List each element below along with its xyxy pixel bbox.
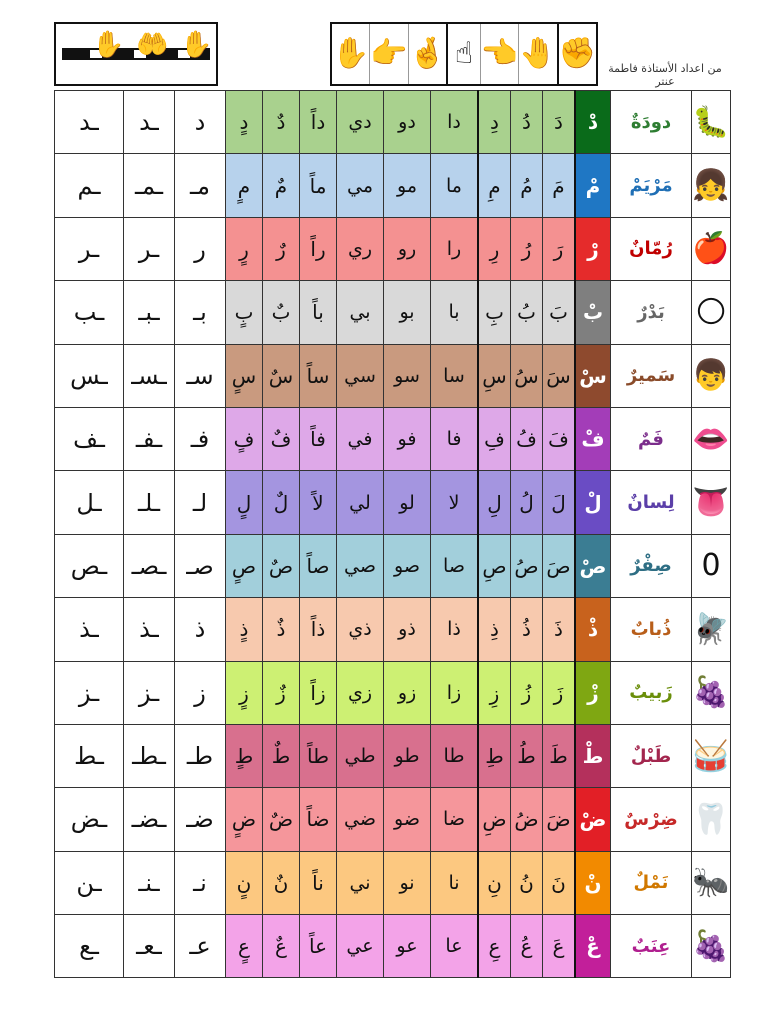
letter-sukun: طْ (575, 724, 611, 787)
example-word: صِفْرٌ (611, 534, 692, 597)
letter-position-strip (62, 30, 213, 60)
tanwin-fatha: عاً (300, 915, 337, 978)
example-word: مَرْيَمْ (611, 154, 692, 217)
final-form: ـض (55, 788, 124, 851)
letter-row (55, 471, 731, 534)
final-form: ـر (55, 217, 124, 280)
long-vowel-alif: لا (431, 471, 479, 534)
long-vowel-alif: نا (431, 851, 479, 914)
long-vowel-alif: سا (431, 344, 479, 407)
hand-sign-icon: 👉 (369, 24, 407, 84)
letter-row (55, 344, 731, 407)
initial-form: ز (175, 661, 226, 724)
word-picture-icon: 0 (692, 534, 731, 597)
word-picture-icon: 🍇 (692, 915, 731, 978)
long-vowel-waw: ضو (384, 788, 431, 851)
tanwin-kasra: طٍ (226, 724, 263, 787)
short-damma: نُ (511, 851, 543, 914)
medial-form: ـد (124, 91, 175, 154)
tanwin-kasra: ضٍ (226, 788, 263, 851)
tanwin-fatha: ساً (300, 344, 337, 407)
tanwin-fatha: ذاً (300, 598, 337, 661)
long-vowel-ya: لي (337, 471, 384, 534)
tanwin-kasra: سٍ (226, 344, 263, 407)
short-fatha: نَ (543, 851, 576, 914)
medial-form: ـز (124, 661, 175, 724)
short-kasra: سِ (478, 344, 511, 407)
tanwin-kasra: ذٍ (226, 598, 263, 661)
tanwin-damma: ذٌ (263, 598, 300, 661)
word-picture-icon: 🍇 (692, 661, 731, 724)
example-word: فَمٌ (611, 407, 692, 470)
initial-form: ذ (175, 598, 226, 661)
initial-form: سـ (175, 344, 226, 407)
letter-row (55, 91, 731, 154)
short-damma: ذُ (511, 598, 543, 661)
letter-sukun: فْ (575, 407, 611, 470)
initial-form: طـ (175, 724, 226, 787)
example-word: سَميرٌ (611, 344, 692, 407)
short-damma: عُ (511, 915, 543, 978)
long-vowel-alif: ذا (431, 598, 479, 661)
short-damma: بُ (511, 281, 543, 344)
author-credit: من اعداد الأستاذة فاطمة عنتر (608, 62, 722, 88)
letters-table (54, 90, 731, 978)
tanwin-damma: صٌ (263, 534, 300, 597)
hand-sign-icon: ☝ (446, 24, 480, 84)
medial-form: ـمـ (124, 154, 175, 217)
letter-row (55, 724, 731, 787)
short-fatha: ضَ (543, 788, 576, 851)
long-vowel-alif: عا (431, 915, 479, 978)
letter-row (55, 851, 731, 914)
medial-form: ـر (124, 217, 175, 280)
short-kasra: زِ (478, 661, 511, 724)
tanwin-fatha: صاً (300, 534, 337, 597)
word-picture-icon: 🪰 (692, 598, 731, 661)
letter-sukun: نْ (575, 851, 611, 914)
example-word: ضِرْسٌ (611, 788, 692, 851)
final-form: ـم (55, 154, 124, 217)
tanwin-fatha: راً (300, 217, 337, 280)
tanwin-kasra: مٍ (226, 154, 263, 217)
initial-form: عـ (175, 915, 226, 978)
medial-form: ـصـ (124, 534, 175, 597)
short-damma: رُ (511, 217, 543, 280)
letter-sukun: زْ (575, 661, 611, 724)
hand-sign-icon: 🤲 (136, 30, 169, 60)
final-form: ـص (55, 534, 124, 597)
initial-form: فـ (175, 407, 226, 470)
initial-form: صـ (175, 534, 226, 597)
word-picture-icon: 👦 (692, 344, 731, 407)
long-vowel-ya: في (337, 407, 384, 470)
hand-sign-icon: ✋ (180, 30, 213, 60)
long-vowel-ya: ذي (337, 598, 384, 661)
tanwin-fatha: داً (300, 91, 337, 154)
fist-icon: ✊ (557, 24, 596, 84)
short-damma: طُ (511, 724, 543, 787)
long-vowel-ya: مي (337, 154, 384, 217)
example-word: بَدْرٌ (611, 281, 692, 344)
final-form: ـل (55, 471, 124, 534)
example-word: رُمّانٌ (611, 217, 692, 280)
short-kasra: بِ (478, 281, 511, 344)
tanwin-fatha: ماً (300, 154, 337, 217)
final-form: ـذ (55, 598, 124, 661)
tanwin-kasra: رٍ (226, 217, 263, 280)
tanwin-fatha: لاً (300, 471, 337, 534)
tanwin-kasra: لٍ (226, 471, 263, 534)
sign-legend-right (330, 22, 598, 86)
initial-form: ضـ (175, 788, 226, 851)
long-vowel-alif: طا (431, 724, 479, 787)
short-fatha: سَ (543, 344, 576, 407)
medial-form: ـسـ (124, 344, 175, 407)
long-vowel-alif: با (431, 281, 479, 344)
medial-form: ـبـ (124, 281, 175, 344)
hand-sign-icon: 🤞 (408, 24, 446, 84)
initial-form: ر (175, 217, 226, 280)
long-vowel-ya: عي (337, 915, 384, 978)
short-fatha: دَ (543, 91, 576, 154)
example-word: ذُبابٌ (611, 598, 692, 661)
short-fatha: عَ (543, 915, 576, 978)
long-vowel-alif: صا (431, 534, 479, 597)
letter-row (55, 154, 731, 217)
initial-form: مـ (175, 154, 226, 217)
final-form: ـن (55, 851, 124, 914)
letter-row (55, 915, 731, 978)
letter-row (55, 217, 731, 280)
tanwin-damma: نٌ (263, 851, 300, 914)
tanwin-damma: مٌ (263, 154, 300, 217)
long-vowel-waw: بو (384, 281, 431, 344)
word-picture-icon: 🐛 (692, 91, 731, 154)
medial-form: ـضـ (124, 788, 175, 851)
long-vowel-waw: رو (384, 217, 431, 280)
tanwin-damma: دٌ (263, 91, 300, 154)
short-fatha: بَ (543, 281, 576, 344)
tanwin-damma: لٌ (263, 471, 300, 534)
hand-sign-icon: ✋ (92, 30, 125, 60)
hand-sign-icon: 🤚 (518, 24, 556, 84)
final-form: ـز (55, 661, 124, 724)
long-vowel-ya: طي (337, 724, 384, 787)
long-vowel-ya: صي (337, 534, 384, 597)
letter-sukun: دْ (575, 91, 611, 154)
long-vowel-ya: ضي (337, 788, 384, 851)
hand-sign-icon: ✋ (332, 36, 370, 71)
tanwin-damma: ضٌ (263, 788, 300, 851)
long-vowel-alif: را (431, 217, 479, 280)
final-form: ـس (55, 344, 124, 407)
example-word: عِنَبٌ (611, 915, 692, 978)
tanwin-kasra: عٍ (226, 915, 263, 978)
long-vowel-waw: دو (384, 91, 431, 154)
long-vowel-alif: فا (431, 407, 479, 470)
short-fatha: صَ (543, 534, 576, 597)
letter-sukun: رْ (575, 217, 611, 280)
short-fatha: لَ (543, 471, 576, 534)
short-damma: سُ (511, 344, 543, 407)
short-damma: ضُ (511, 788, 543, 851)
short-damma: مُ (511, 154, 543, 217)
example-word: زَبيبٌ (611, 661, 692, 724)
word-picture-icon: 👅 (692, 471, 731, 534)
short-kasra: عِ (478, 915, 511, 978)
tanwin-kasra: زٍ (226, 661, 263, 724)
letter-sukun: سْ (575, 344, 611, 407)
letter-sukun: صْ (575, 534, 611, 597)
long-vowel-waw: سو (384, 344, 431, 407)
short-kasra: دِ (478, 91, 511, 154)
long-vowel-waw: زو (384, 661, 431, 724)
long-vowel-ya: دي (337, 91, 384, 154)
tanwin-kasra: صٍ (226, 534, 263, 597)
short-kasra: لِ (478, 471, 511, 534)
short-fatha: رَ (543, 217, 576, 280)
sign-legend-left (54, 22, 218, 86)
long-vowel-ya: ني (337, 851, 384, 914)
short-fatha: طَ (543, 724, 576, 787)
example-word: طَبْلٌ (611, 724, 692, 787)
initial-form: لـ (175, 471, 226, 534)
long-vowel-waw: طو (384, 724, 431, 787)
long-vowel-alif: ما (431, 154, 479, 217)
tanwin-fatha: باً (300, 281, 337, 344)
short-kasra: ضِ (478, 788, 511, 851)
long-vowel-alif: زا (431, 661, 479, 724)
short-fatha: زَ (543, 661, 576, 724)
tanwin-fatha: ناً (300, 851, 337, 914)
medial-form: ـفـ (124, 407, 175, 470)
tanwin-damma: بٌ (263, 281, 300, 344)
hand-sign-icon: 👈 (480, 24, 518, 84)
long-vowel-ya: بي (337, 281, 384, 344)
final-form: ـف (55, 407, 124, 470)
long-vowel-ya: زي (337, 661, 384, 724)
letter-row (55, 407, 731, 470)
tanwin-damma: سٌ (263, 344, 300, 407)
short-damma: صُ (511, 534, 543, 597)
word-picture-icon: 🐜 (692, 851, 731, 914)
letter-row (55, 534, 731, 597)
letter-sukun: لْ (575, 471, 611, 534)
initial-form: د (175, 91, 226, 154)
initial-form: بـ (175, 281, 226, 344)
medial-form: ـطـ (124, 724, 175, 787)
short-kasra: صِ (478, 534, 511, 597)
letter-row (55, 598, 731, 661)
tanwin-kasra: فٍ (226, 407, 263, 470)
short-kasra: ذِ (478, 598, 511, 661)
tanwin-kasra: نٍ (226, 851, 263, 914)
tanwin-damma: عٌ (263, 915, 300, 978)
medial-form: ـعـ (124, 915, 175, 978)
word-picture-icon: 👄 (692, 407, 731, 470)
short-damma: لُ (511, 471, 543, 534)
letter-sukun: ذْ (575, 598, 611, 661)
letter-row (55, 661, 731, 724)
tanwin-fatha: فاً (300, 407, 337, 470)
tanwin-fatha: طاً (300, 724, 337, 787)
word-picture-icon: 🥁 (692, 724, 731, 787)
medial-form: ـلـ (124, 471, 175, 534)
letter-sukun: مْ (575, 154, 611, 217)
word-picture-icon: 👧 (692, 154, 731, 217)
long-vowel-waw: عو (384, 915, 431, 978)
short-kasra: فِ (478, 407, 511, 470)
short-fatha: مَ (543, 154, 576, 217)
letter-row (55, 788, 731, 851)
tanwin-damma: طٌ (263, 724, 300, 787)
long-vowel-waw: صو (384, 534, 431, 597)
short-kasra: رِ (478, 217, 511, 280)
long-vowel-waw: فو (384, 407, 431, 470)
medial-form: ـذ (124, 598, 175, 661)
short-fatha: فَ (543, 407, 576, 470)
tanwin-damma: رٌ (263, 217, 300, 280)
short-fatha: ذَ (543, 598, 576, 661)
short-damma: دُ (511, 91, 543, 154)
short-kasra: مِ (478, 154, 511, 217)
letter-sukun: ضْ (575, 788, 611, 851)
tanwin-kasra: دٍ (226, 91, 263, 154)
long-vowel-alif: ضا (431, 788, 479, 851)
letter-sukun: بْ (575, 281, 611, 344)
example-word: نَمْلٌ (611, 851, 692, 914)
word-picture-icon: 🦷 (692, 788, 731, 851)
long-vowel-waw: ذو (384, 598, 431, 661)
example-word: لِسانٌ (611, 471, 692, 534)
tanwin-damma: فٌ (263, 407, 300, 470)
word-picture-icon: 🍎 (692, 217, 731, 280)
long-vowel-waw: مو (384, 154, 431, 217)
long-vowel-waw: لو (384, 471, 431, 534)
letter-row (55, 281, 731, 344)
final-form: ـب (55, 281, 124, 344)
tanwin-damma: زٌ (263, 661, 300, 724)
long-vowel-ya: سي (337, 344, 384, 407)
final-form: ـع (55, 915, 124, 978)
final-form: ـد (55, 91, 124, 154)
letter-sukun: عْ (575, 915, 611, 978)
example-word: دودَةٌ (611, 91, 692, 154)
tanwin-fatha: زاً (300, 661, 337, 724)
short-damma: فُ (511, 407, 543, 470)
final-form: ـط (55, 724, 124, 787)
short-kasra: طِ (478, 724, 511, 787)
medial-form: ـنـ (124, 851, 175, 914)
long-vowel-alif: دا (431, 91, 479, 154)
word-picture-icon: 🌕 (692, 281, 731, 344)
tanwin-fatha: ضاً (300, 788, 337, 851)
long-vowel-waw: نو (384, 851, 431, 914)
tanwin-kasra: بٍ (226, 281, 263, 344)
short-kasra: نِ (478, 851, 511, 914)
long-vowel-ya: ري (337, 217, 384, 280)
initial-form: نـ (175, 851, 226, 914)
short-damma: زُ (511, 661, 543, 724)
